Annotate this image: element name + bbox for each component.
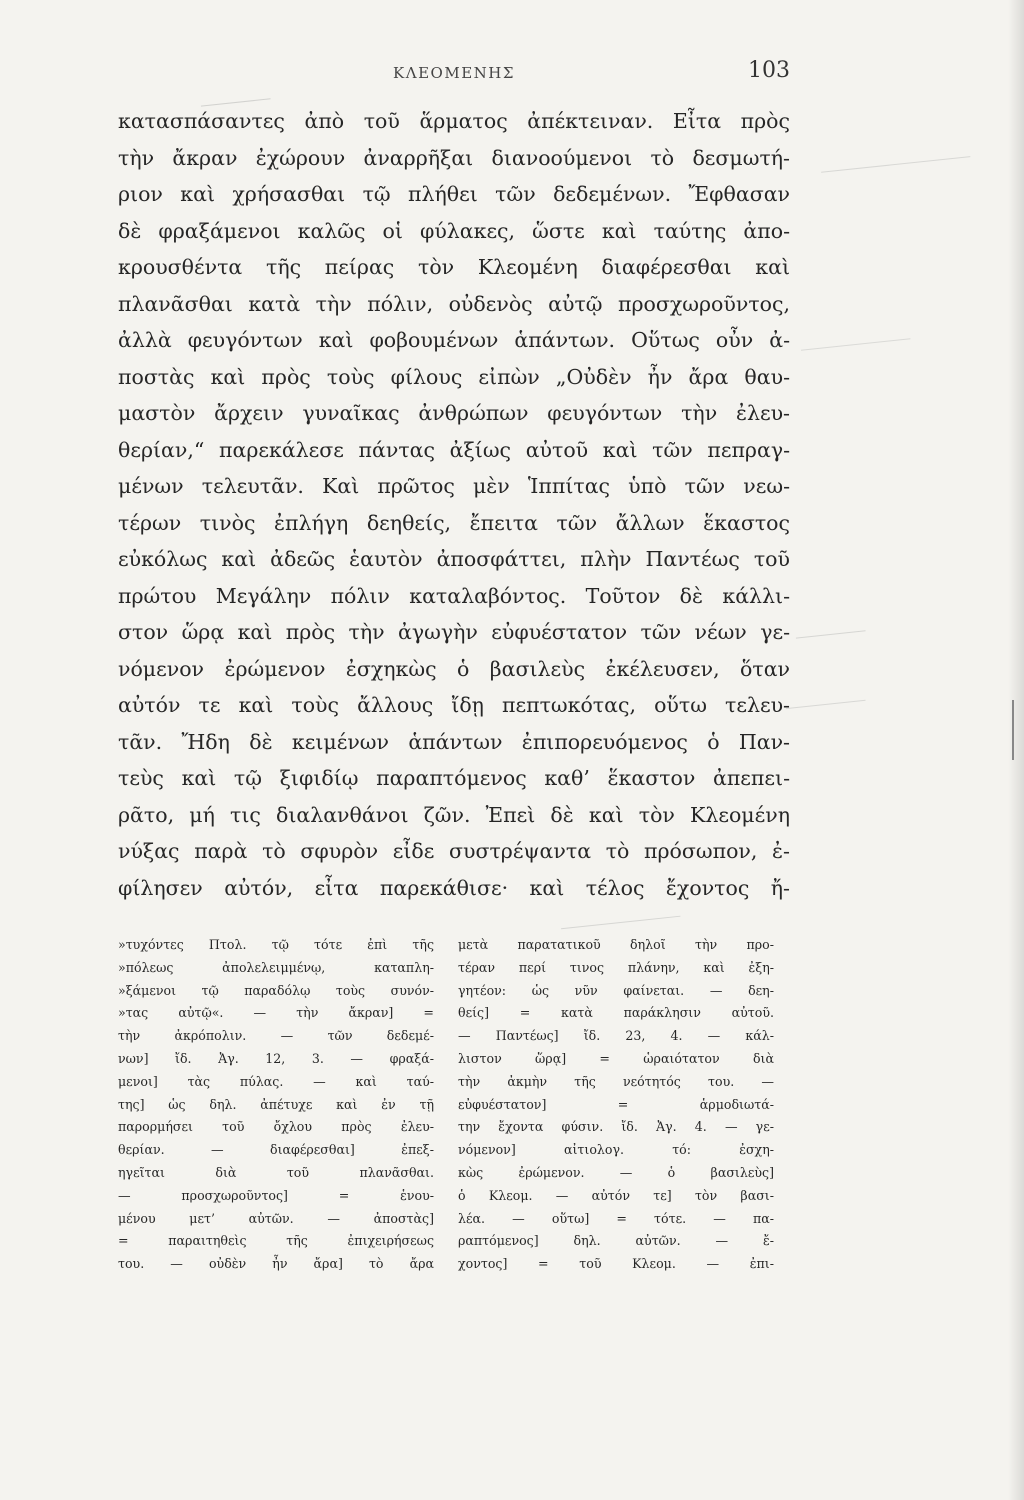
footnote-line: χοντος] = τοῦ Κλεομ. — ἐπι- xyxy=(458,1256,774,1272)
footnote-line: μένου μετ’ αὐτῶν. — ἀποστὰς] xyxy=(118,1210,434,1226)
text-line: μαστὸν ἄρχειν γυναῖκας ἀνθρώπων φευγόντων τὴν ἐλευ- xyxy=(118,401,790,425)
footnotes xyxy=(118,934,790,1294)
text-line: αὐτόν τε καὶ τοὺς ἄλλους ἴδῃ πεπτωκότας, οὕτω τελευ- xyxy=(118,693,790,717)
main-text xyxy=(118,103,790,906)
footnote-line: ὁ Κλεομ. — αὐτόν τε] τὸν βασι- xyxy=(458,1187,774,1203)
footnote-line: τέραν περί τινος πλάνην, καὶ ἐξη- xyxy=(458,959,774,975)
footnote-line: θερίαν. — διαφέρεσθαι] ἐπεξ- xyxy=(118,1142,434,1158)
text-line: ἀλλὰ φευγόντων καὶ φοβουμένων ἁπάντων. Οὕτως οὖν ἀ- xyxy=(118,328,790,352)
footnote-line: μενοι] τὰς πύλας. — καὶ ταύ- xyxy=(118,1073,434,1089)
footnote-line: του. — οὐδὲν ἦν ἄρα] τὸ ἄρα xyxy=(118,1256,434,1272)
footnote-line: τὴν ἀκμὴν τῆς νεότητός του. — xyxy=(458,1073,774,1089)
footnotes-right-column xyxy=(458,934,774,1276)
footnote-line: »τας αὐτῷ«. — τὴν ἄκραν] = xyxy=(118,1005,434,1021)
text-line: νόμενον ἐρώμενον ἐσχηκὼς ὁ βασιλεὺς ἐκέλευσεν, ὅταν xyxy=(118,656,790,681)
pencil-mark xyxy=(784,686,865,709)
page-header xyxy=(118,58,790,98)
footnote-line: »πόλεως ἀπολελειμμένῳ, καταπλη- xyxy=(118,959,434,975)
text-line: τᾶν. Ἤδη δὲ κειμένων ἁπάντων ἐπιπορευόμενος ὁ Παν- xyxy=(118,729,790,754)
text-line: ριον καὶ χρήσασθαι τῷ πλήθει τῶν δεδεμένων. Ἔφθασαν xyxy=(118,182,790,206)
footnote-line: λέα. — οὕτω] = τότε. — πα- xyxy=(458,1210,774,1226)
text-line: δὲ φραξάμενοι καλῶς οἱ φύλακες, ὥστε καὶ ταύτης ἀπο- xyxy=(118,218,790,243)
text-line: τέρων τινὸς ἐπλήγη δεηθείς, ἔπειτα τῶν ἄλλων ἕκαστος xyxy=(118,510,790,535)
footnote-line: την ἔχοντα φύσιν. ἴδ. Ἀγ. 4. — γε- xyxy=(458,1119,774,1135)
text-line: τεὺς καὶ τῷ ξιφιδίῳ παραπτόμενος καθ’ ἕκαστον ἀπεπει- xyxy=(118,766,790,790)
text-line: πρώτου Μεγάλην πόλιν καταλαβόντος. Τοῦτον δὲ κάλλι- xyxy=(118,583,790,608)
page-number: 103 xyxy=(748,58,790,83)
pencil-mark xyxy=(800,324,911,350)
footnote-line: θείς] = κατὰ παράκλησιν αὐτοῦ. xyxy=(458,1005,774,1021)
footnote-line: της] ὡς δηλ. ἀπέτυχε καὶ ἐν τῇ xyxy=(118,1096,434,1112)
text-line: φίλησεν αὐτόν, εἶτα παρεκάθισε· καὶ τέλος ἔχοντος ἤ- xyxy=(118,875,790,900)
footnote-line: παρορμήσει τοῦ ὄχλου πρὸς ἐλευ- xyxy=(118,1119,434,1135)
footnote-line: ηγεῖται διὰ τοῦ πλανᾶσθαι. xyxy=(118,1164,434,1180)
page-edge-shadow xyxy=(1008,0,1024,1500)
text-line: κατασπάσαντες ἀπὸ τοῦ ἅρματος ἀπέκτειναν. Εἶτα πρὸς xyxy=(118,109,790,133)
footnote-line: »τυχόντες Πτολ. τῷ τότε ἐπὶ τῆς xyxy=(118,937,434,952)
page-edge-mark xyxy=(1012,700,1014,760)
text-line: ρᾶτο, μή τις διαλανθάνοι ζῶν. Ἐπεὶ δὲ καὶ τὸν Κλεομένη xyxy=(118,802,790,827)
footnote-line: κὼς ἐρώμενον. — ὁ βασιλεὺς] xyxy=(458,1164,774,1180)
text-line: εὐκόλως καὶ ἀδεῶς ἑαυτὸν ἀποσφάττει, πλὴν Παντέως τοῦ xyxy=(118,547,790,571)
footnote-line: — Παντέως] ἴδ. 23, 4. — κάλ- xyxy=(458,1028,774,1044)
text-line: κρουσθέντα τῆς πείρας τὸν Κλεομένη διαφέρεσθαι καὶ xyxy=(118,255,790,279)
footnote-line: λιστον ὥρᾳ] = ὡραιότατον διὰ xyxy=(458,1050,774,1066)
footnotes-left-column xyxy=(118,934,434,1276)
text-line: τὴν ἄκραν ἐχώρουν ἀναρρῆξαι διανοούμενοι τὸ δεσμωτή- xyxy=(118,145,790,170)
pencil-mark xyxy=(794,616,865,638)
pencil-mark xyxy=(820,142,971,173)
text-line: νύξας παρὰ τὸ σφυρὸν εἶδε συστρέψαντα τὸ πρόσωπον, ἐ- xyxy=(118,839,790,863)
footnote-line: νων] ἴδ. Ἀγ. 12, 3. — φραξά- xyxy=(118,1050,434,1066)
footnote-line: ραπτόμενος] δηλ. αὐτῶν. — ἔ- xyxy=(458,1233,774,1249)
footnote-line: νόμενον] αἰτιολογ. τό: ἐσχη- xyxy=(458,1142,774,1158)
footnote-line: — προσχωροῦντος] = ἑνου- xyxy=(118,1187,434,1203)
running-head: ΚΛΕΟΜΕΝΗΣ xyxy=(393,64,515,82)
text-line: πλανᾶσθαι κατὰ τὴν πόλιν, οὐδενὸς αὐτῷ προσχωροῦντος, xyxy=(118,291,790,316)
footnote-line: »ξάμενοι τῷ παραδόλῳ τοὺς συνόν- xyxy=(118,982,434,998)
footnote-line: γητέον: ὡς νῦν φαίνεται. — δεη- xyxy=(458,982,774,998)
footnote-line: μετὰ παρατατικοῦ δηλοῖ τὴν προ- xyxy=(458,937,774,952)
footnote-line: εὐφυέστατον] = ἁρμοδιωτά- xyxy=(458,1096,774,1112)
footnote-line: τὴν ἀκρόπολιν. — τῶν δεδεμέ- xyxy=(118,1028,434,1044)
text-line: στον ὥρᾳ καὶ πρὸς τὴν ἀγωγὴν εὐφυέστατον τῶν νέων γε- xyxy=(118,620,790,644)
text-line: θερίαν,“ παρεκάλεσε πάντας ἀξίως αὐτοῦ καὶ τῶν πεπραγ- xyxy=(118,437,790,462)
text-line: μένων τελευτᾶν. Καὶ πρῶτος μὲν Ἱππίτας ὑπὸ τῶν νεω- xyxy=(118,474,790,498)
text-line: ποστὰς καὶ πρὸς τοὺς φίλους εἰπὼν „Οὐδὲν ἦν ἄρα θαυ- xyxy=(118,364,790,389)
footnote-line: = παραιτηθεὶς τῆς ἐπιχειρήσεως xyxy=(118,1233,434,1249)
